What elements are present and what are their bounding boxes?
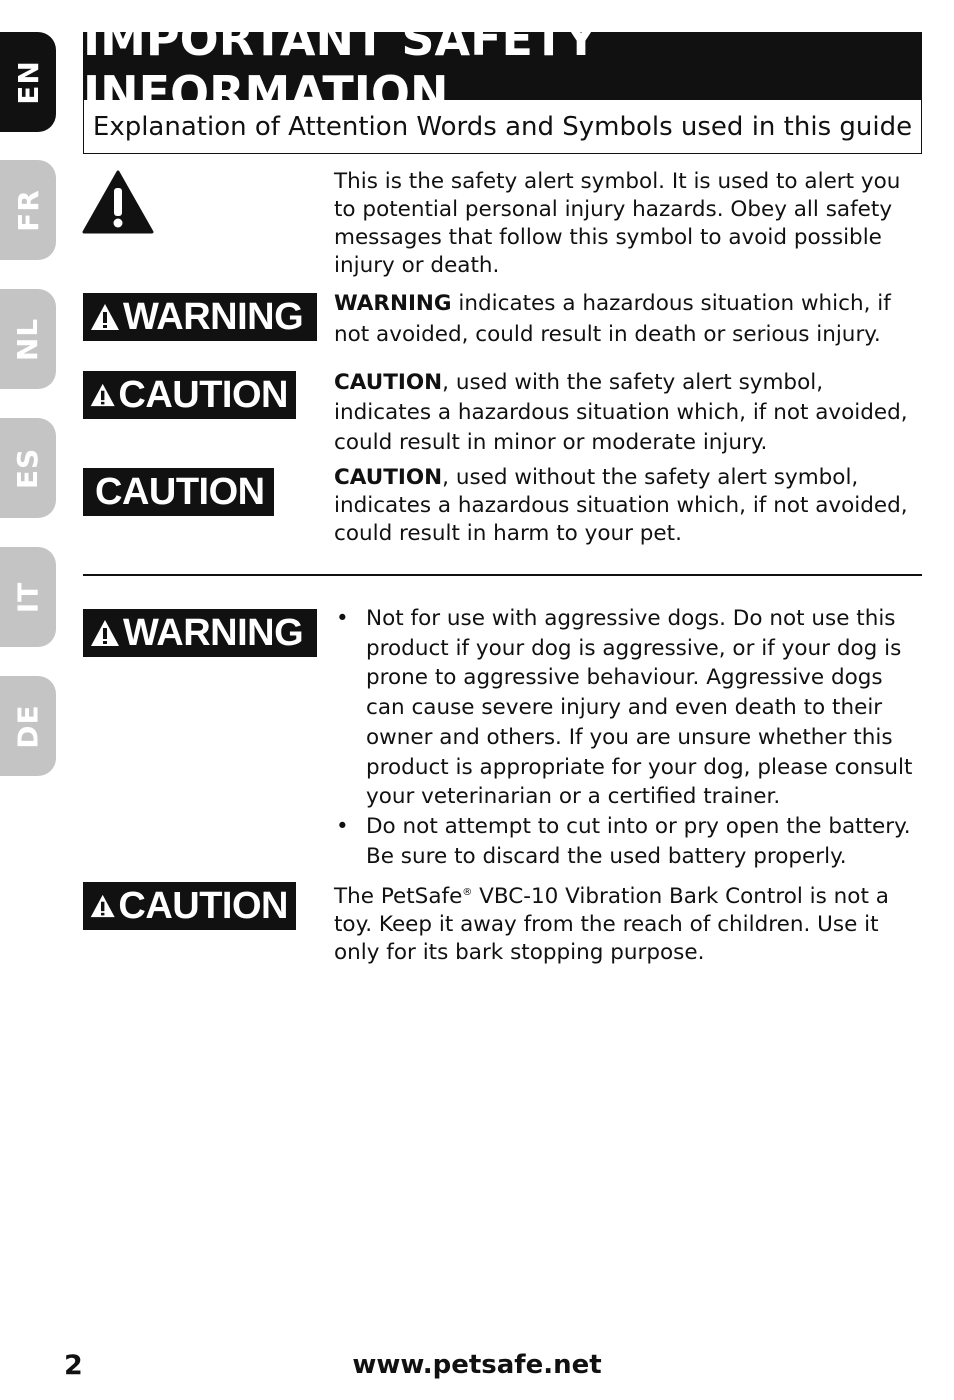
footer-url[interactable]: www.petsafe.net	[352, 1350, 602, 1380]
caution-label-text: CAUTION	[118, 884, 288, 927]
warning-triangle-icon	[89, 618, 121, 648]
warning-triangle-icon	[89, 891, 116, 921]
page-title: IMPORTANT SAFETY INFORMATION	[83, 12, 598, 120]
list-item: • Do not attempt to cut into or pry open the battery. Be sure to discard the used battery properly.	[334, 812, 922, 871]
caution-plain-definition-text: , used without the safety alert symbol, indicates a hazardous situation which, if not avoided, could result in harm to your pet.	[334, 465, 908, 546]
warning-list	[334, 604, 922, 871]
caution-label	[83, 882, 296, 930]
caution-note-text-after: VBC-10 Vibration Bark Control is not a toy. Keep it away from the reach of children. Use it only for its bark stopping purpose.	[334, 884, 889, 966]
warning-triangle-icon	[89, 380, 116, 410]
caution-plain-term: CAUTION	[334, 465, 443, 490]
tab-nl[interactable]	[0, 289, 56, 389]
title-bar	[83, 12, 922, 120]
caution-symbol-definition	[334, 368, 922, 458]
safety-alert-icon	[82, 170, 154, 234]
page-number: 2	[64, 1350, 83, 1381]
subtitle-box	[83, 100, 922, 154]
caution-plain-definition	[334, 464, 922, 548]
caution-plain-label	[83, 468, 274, 516]
tab-label: NL	[11, 317, 45, 361]
warning-definition-text: indicates a hazardous situation which, if not avoided, could result in death or serious injury.	[334, 291, 891, 347]
warning-label	[83, 293, 317, 341]
warning-label-text: WARNING	[123, 295, 304, 338]
warning-definition	[334, 288, 922, 350]
tab-label: FR	[11, 188, 45, 232]
caution-symbol-definition-text: , used with the safety alert symbol, indicates a hazardous situation which, if not avoided, could result in minor or moderate injury.	[334, 370, 908, 455]
page-subtitle: Explanation of Attention Words and Symbols used in this guide	[92, 111, 913, 142]
tab-label: DE	[11, 703, 45, 749]
caution-note	[334, 879, 922, 967]
caution-symbol-label-text: CAUTION	[118, 373, 288, 416]
tab-de[interactable]	[0, 676, 56, 776]
caution-symbol-term: CAUTION	[334, 370, 443, 395]
warning-label-text: WARNING	[123, 611, 304, 654]
list-item: • Not for use with aggressive dogs. Do not use this product if your dog is aggressive, or if your dog is prone to aggressive behaviour. Aggressive dogs can cause severe injury and even death to their owner and others. If you are unsure whether this product is appropriate for your dog, please consult your veterinarian or a certified trainer.	[334, 604, 922, 812]
caution-note-text-before: The PetSafe	[334, 884, 463, 910]
warning-term: WARNING	[334, 291, 452, 316]
tab-es[interactable]	[0, 418, 56, 518]
caution-symbol-label	[83, 371, 296, 419]
registered-mark: ®	[462, 887, 473, 898]
tab-label: IT	[11, 581, 45, 613]
tab-it[interactable]	[0, 547, 56, 647]
warning-label	[83, 609, 317, 657]
alert-symbol-description: This is the safety alert symbol. It is used to alert you to potential personal injury hazards. Obey all safety messages that follow this symbol to avoid possible injury or death.	[334, 169, 901, 278]
tab-label: EN	[11, 59, 45, 105]
tab-label: ES	[11, 447, 45, 489]
tab-en[interactable]	[0, 32, 56, 132]
tab-fr[interactable]	[0, 160, 56, 260]
caution-plain-label-text: CAUTION	[95, 470, 265, 513]
section-divider	[83, 574, 922, 576]
warning-triangle-icon	[89, 302, 121, 332]
